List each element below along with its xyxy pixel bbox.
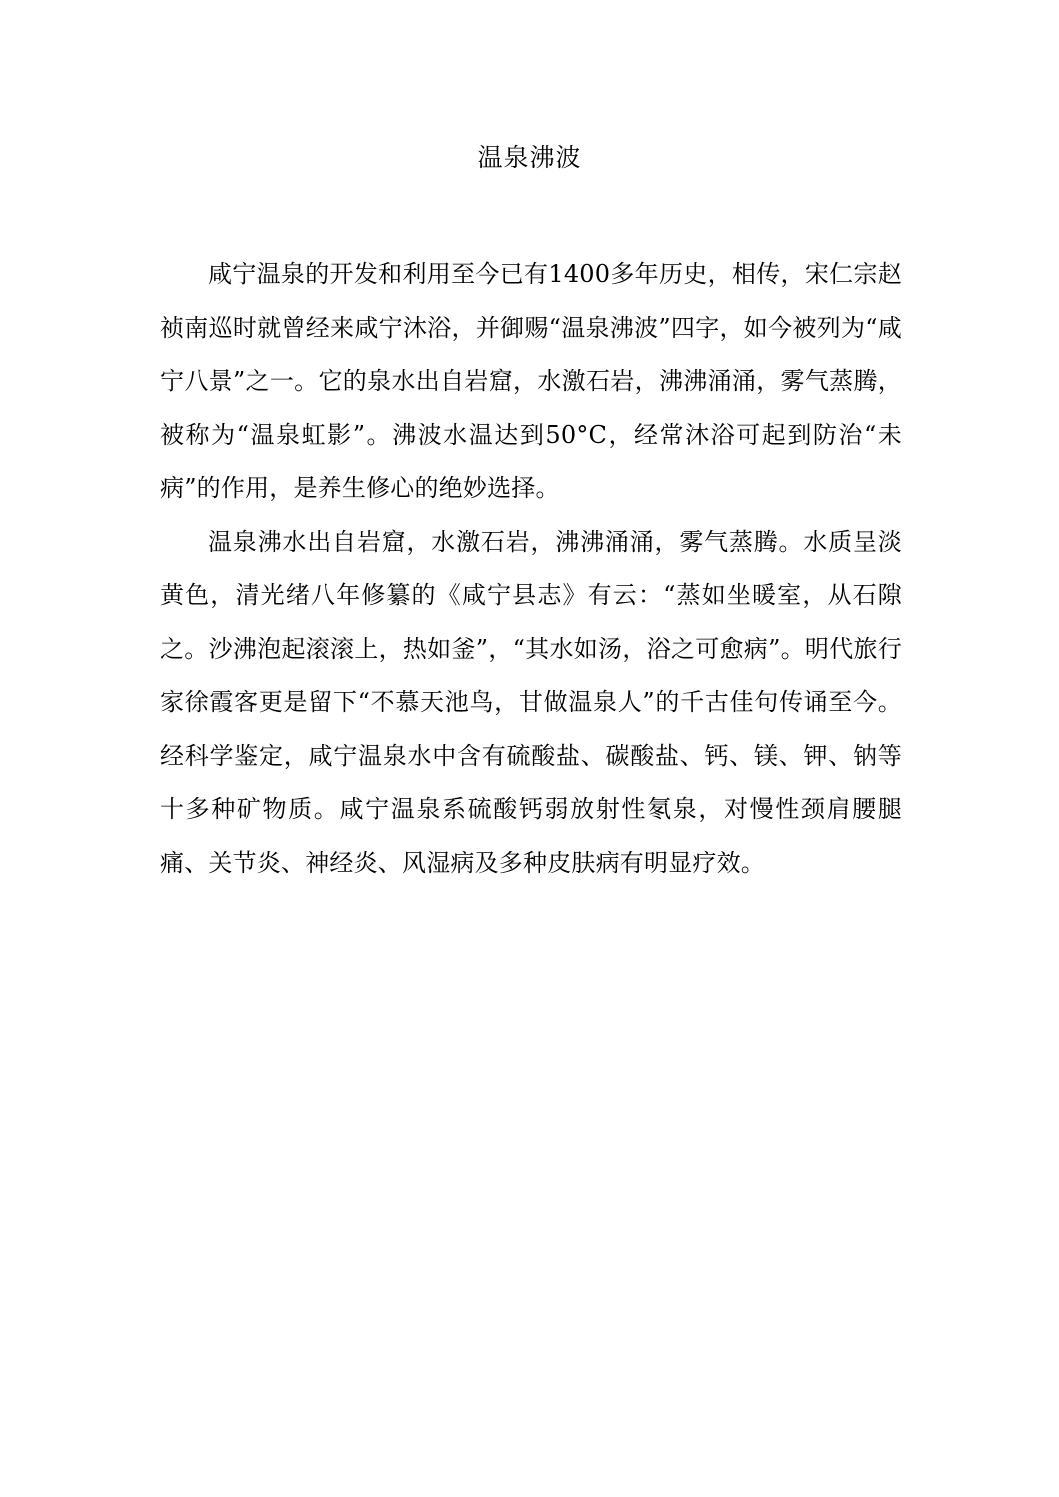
document-body (160, 248, 902, 890)
page-title: 温泉沸波 (477, 143, 582, 172)
paragraph-2: 温泉沸水出自岩窟，水激石岩，沸沸涌涌，雾气蒸腾。水质呈淡黄色，清光绪八年修纂的《咸宁县志》有云：“蒸如坐暖室，从石隙之。沙沸泡起滚滚上，热如釜”，“其水如汤，浴之可愈病”。明代旅行家徐霞客更是留下“不慕天池鸟，甘做温泉人”的千古佳句传诵至今。经科学鉴定，咸宁温泉水中含有硫酸盐、碳酸盐、钙、镁、钾、钠等十多种矿物质。咸宁温泉系硫酸钙弱放射性氡泉，对慢性颈肩腰腿痛、关节炎、神经炎、风湿病及多种皮肤病有明显疗效。 (160, 527, 902, 877)
paragraph-1: 咸宁温泉的开发和利用至今已有1400多年历史，相传，宋仁宗赵祯南巡时就曾经来咸宁沐浴，并御赐“温泉沸波”四字，如今被列为“咸宁八景”之一。它的泉水出自岩窟，水激石岩，沸沸涌涌，雾气蒸腾，被称为“温泉虹影”。沸波水温达到50°C，经常沐浴可起到防治“未病”的作用，是养生修心的绝妙选择。 (160, 260, 902, 502)
